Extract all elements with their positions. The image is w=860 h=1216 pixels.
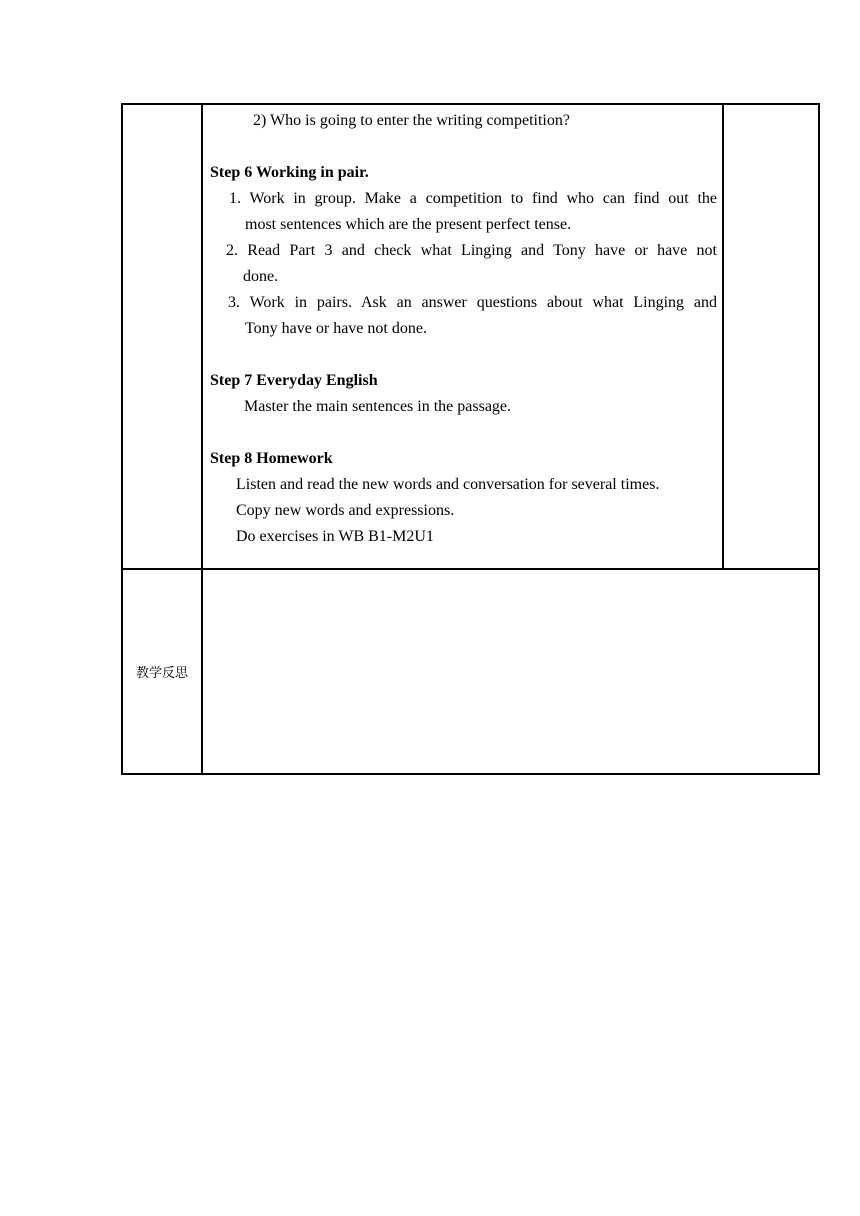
right-notes-cell	[723, 104, 819, 569]
reflection-label-cell	[122, 569, 202, 774]
step6-item2-line1: 2. Read Part 3 and check what Linging and Tony have or have not	[226, 242, 717, 259]
step6-item2-line2: done.	[243, 268, 279, 285]
step7-text: Master the main sentences in the passage.	[244, 398, 512, 415]
step7-heading: Step 7 Everyday English	[210, 372, 378, 389]
reflection-label: 教学反思	[135, 666, 188, 681]
step8-line1: Listen and read the new words and conversation for several times.	[236, 476, 660, 493]
reflection-content-cell	[202, 569, 819, 774]
step8-line3: Do exercises in WB B1-M2U1	[236, 528, 434, 545]
step8-line2: Copy new words and expressions.	[236, 502, 455, 519]
left-label-cell	[122, 104, 202, 569]
step5-question-2: 2) Who is going to enter the writing competition?	[253, 112, 570, 129]
lesson-plan-table	[121, 103, 820, 775]
step6-item3-line2: Tony have or have not done.	[245, 320, 427, 337]
reflection-row	[122, 569, 819, 774]
step6-heading: Step 6 Working in pair.	[210, 164, 369, 181]
step8-heading: Step 8 Homework	[210, 450, 333, 467]
step6-item3-line1: 3. Work in pairs. Ask an answer questions about what Linging and	[228, 294, 717, 311]
teaching-steps-cell	[202, 104, 723, 569]
teaching-steps-row	[122, 104, 819, 569]
step6-item1-line2: most sentences which are the present perfect tense.	[245, 216, 572, 233]
step6-item1-line1: 1. Work in group. Make a competition to find who can find out the	[229, 190, 717, 207]
